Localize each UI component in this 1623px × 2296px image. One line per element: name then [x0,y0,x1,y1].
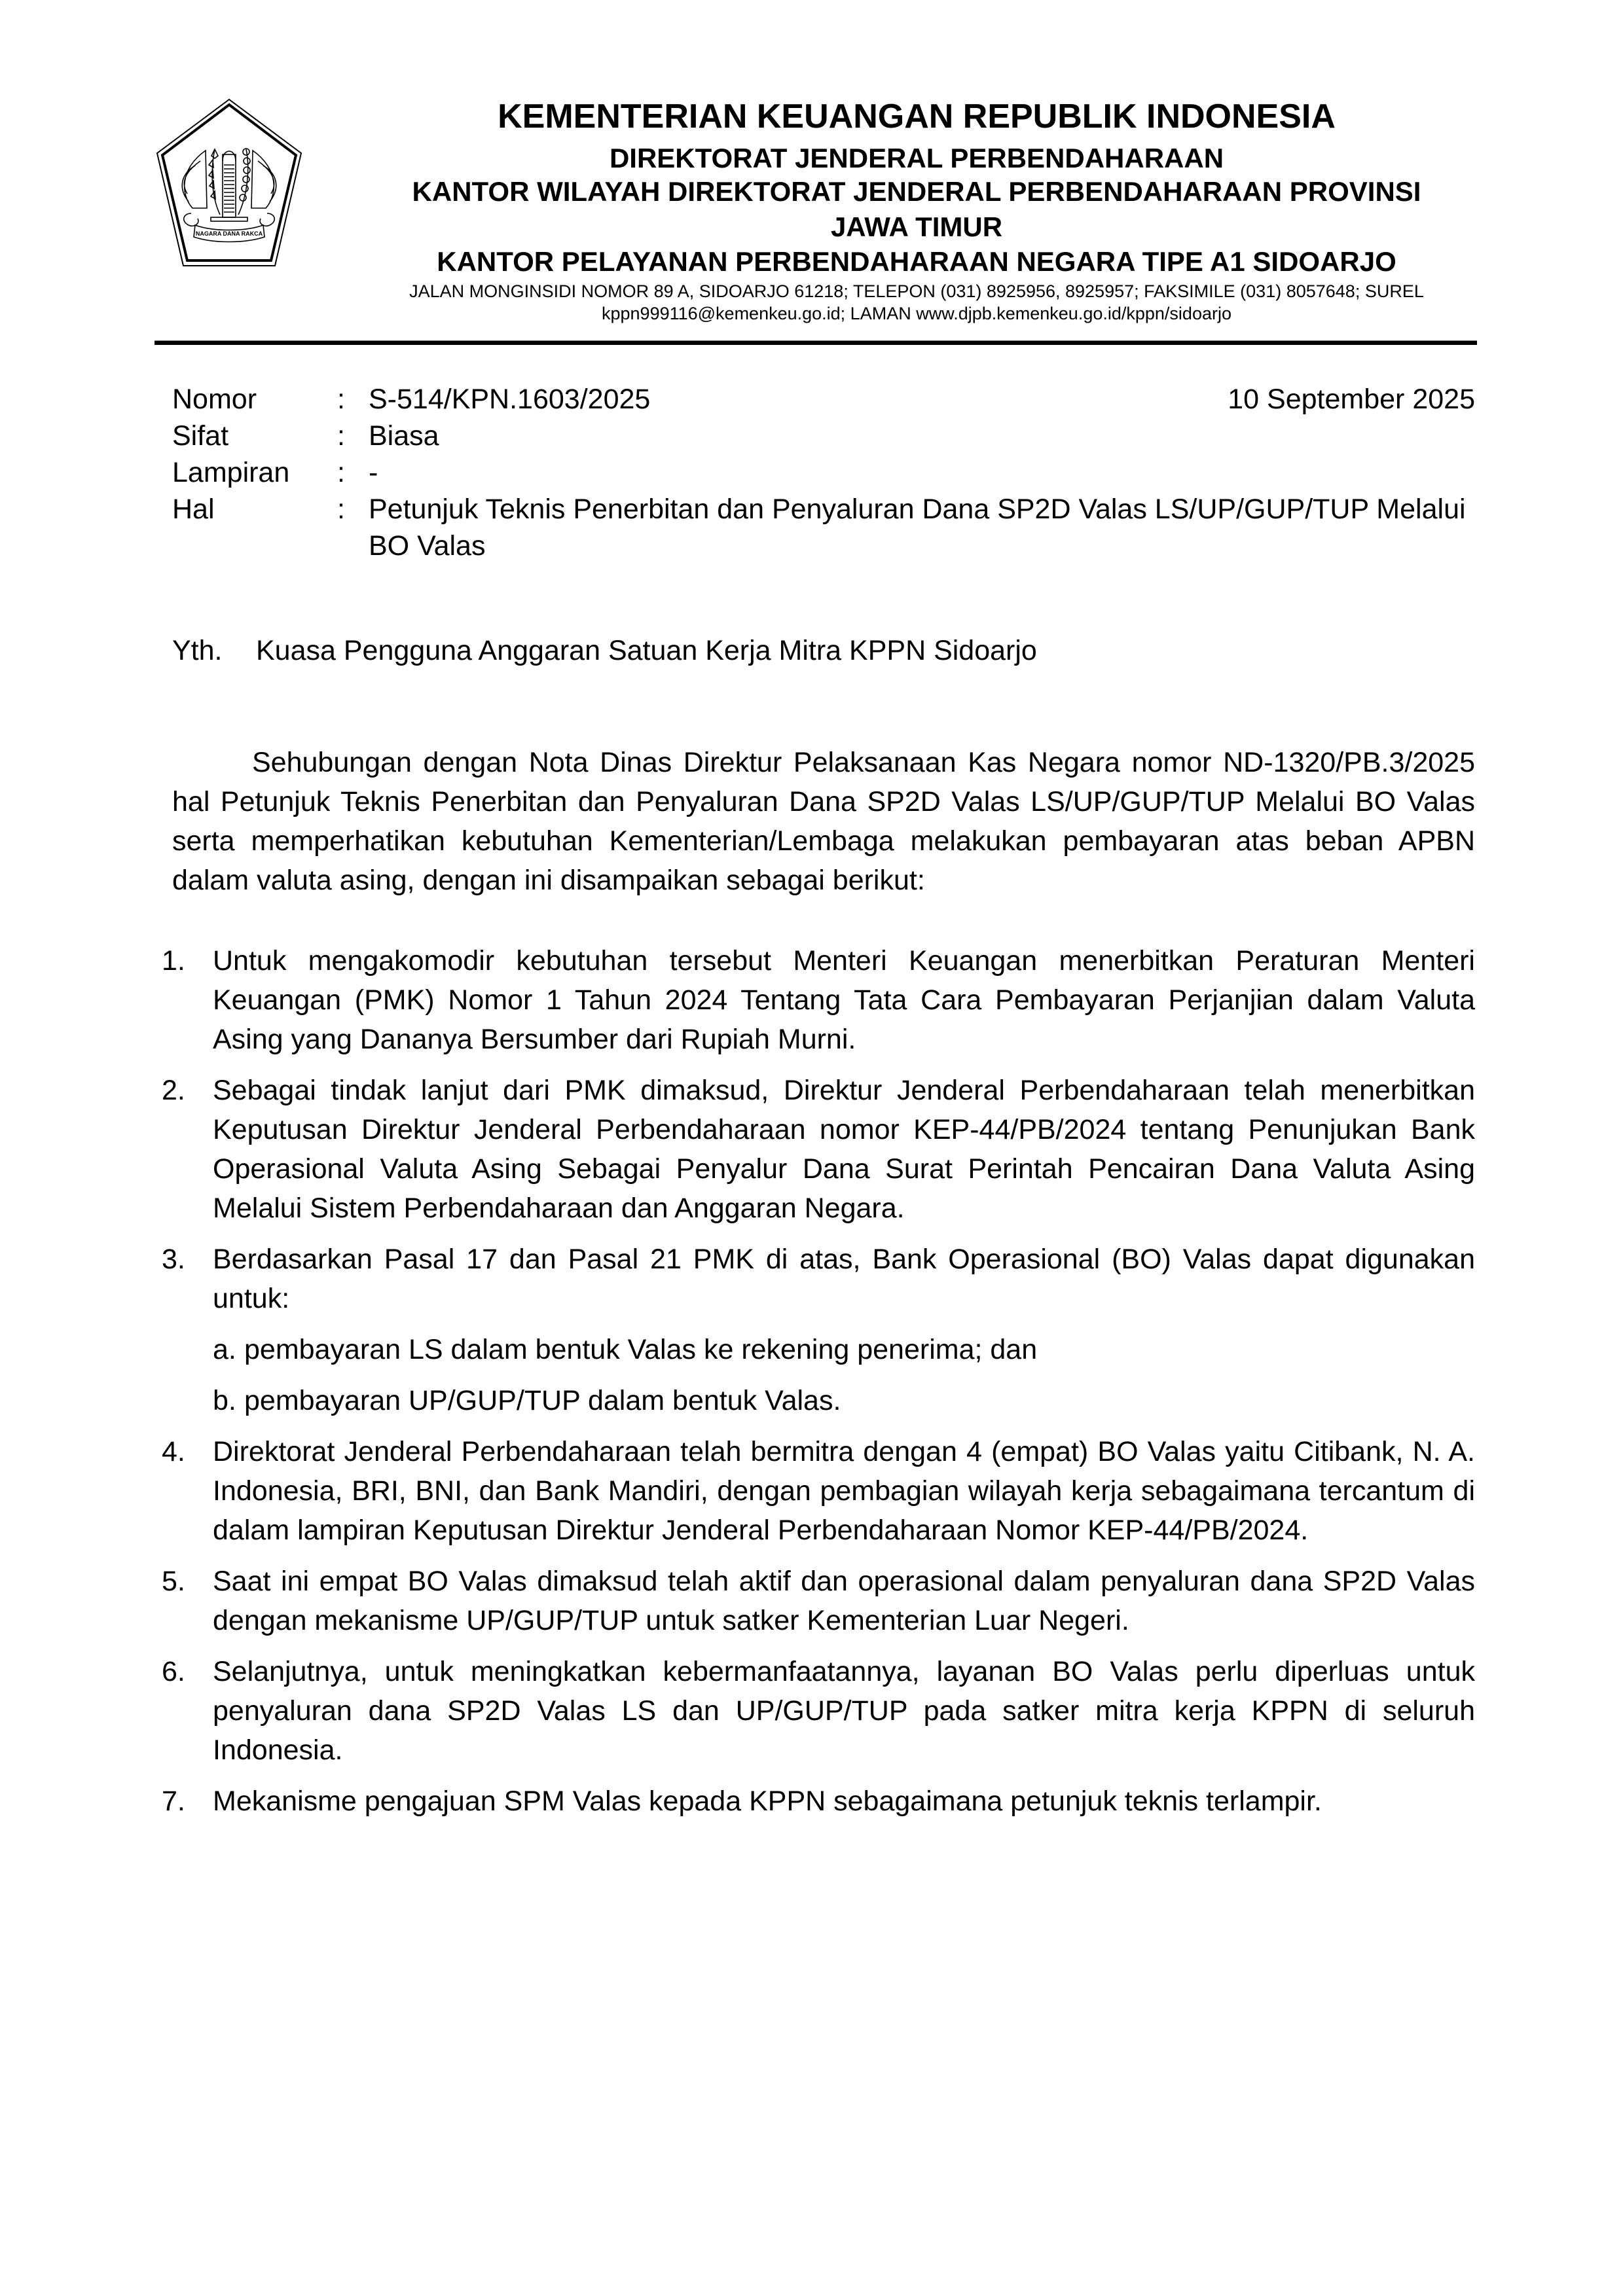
meta-colon: : [337,457,345,488]
list-number: 5. [162,1566,185,1597]
letter-number: S-514/KPN.1603/2025 [369,384,651,415]
list-item [162,1071,1475,1228]
meta-colon: : [337,384,345,415]
letterhead-ministry: KEMENTERIAN KEUANGAN REPUBLIK INDONESIA [498,98,1336,135]
meta-row-nomor [172,381,1475,418]
addressee-name: Kuasa Pengguna Anggaran Satuan Kerja Mitra KPPN Sidoarjo [256,635,1037,666]
meta-label: Lampiran [172,457,290,488]
list-item [162,1782,1475,1821]
letterhead-divider [155,340,1477,345]
list-text: Saat ini empat BO Valas dimaksud telah aktif dan operasional dalam penyaluran dana SP2D Valas dengan mekanisme UP/GUP/TUP untuk satker Kementerian Luar Negeri. [213,1566,1475,1636]
logo-motto: NAGARA DANA RAKCA [195,230,263,237]
sub-list-letter: b. [213,1385,236,1416]
list-text: Mekanisme pengajuan SPM Valas kepada KPPN sebagaimana petunjuk teknis terlampir. [213,1785,1322,1817]
list-item [162,1240,1475,1420]
meta-label: Hal [172,493,215,525]
list-number: 3. [162,1244,185,1275]
list-item [162,941,1475,1059]
list-text: Sebagai tindak lanjut dari PMK dimaksud, Direktur Jenderal Perbendaharaan telah menerbitkan Keputusan Direktur Jenderal Perbendaharaan nomor KEP-44/PB/2024 tentang Penunjukan Bank Operasional Valuta Asing Sebagai Penyalur Dana Surat Perintah Pencairan Dana Valuta Asing Melalui Sistem Perbendaharaan dan Anggaran Negara. [213,1075,1475,1224]
list-item [162,1652,1475,1770]
meta-colon: : [337,420,345,452]
intro-paragraph: Sehubungan dengan Nota Dinas Direktur Pelaksanaan Kas Negara nomor ND-1320/PB.3/2025 hal Petunjuk Teknis Penerbitan dan Penyaluran Dana SP2D Valas LS/UP/GUP/TUP Melalui BO Valas serta memperhatikan kebutuhan Kementerian/Lembaga melakukan pembayaran atas beban APBN dalam valuta asing, dengan ini disampaikan sebagai berikut: [172,747,1475,896]
list-text: Direktorat Jenderal Perbendaharaan telah bermitra dengan 4 (empat) BO Valas yaitu Citibank, N. A. Indonesia, BRI, BNI, dan Bank Mandiri, dengan pembagian wilayah kerja sebagaimana tercantum di dalam lampiran Keputusan Direktur Jenderal Perbendaharaan Nomor KEP-44/PB/2024. [213,1436,1475,1546]
list-text: Untuk mengakomodir kebutuhan tersebut Menteri Keuangan menerbitkan Peraturan Menteri Keuangan (PMK) Nomor 1 Tahun 2024 Tentang Tata Cara Pembayaran Perjanjian dalam Valuta Asing yang Dananya Bersumber dari Rupiah Murni. [213,945,1475,1055]
list-number: 6. [162,1656,185,1687]
letterhead-contact: kppn999116@kemenkeu.go.id; LAMAN www.djpb.kemenkeu.go.id/kppn/sidoarjo [602,304,1231,323]
meta-label: Sifat [172,420,229,452]
letterhead-address: JALAN MONGINSIDI NOMOR 89 A, SIDOARJO 61218; TELEPON (031) 8925956, 8925957; FAKSIMILE (031) 8057648; SUREL [409,281,1424,301]
list-number: 2. [162,1075,185,1106]
letter-subject: Petunjuk Teknis Penerbitan dan Penyaluran Dana SP2D Valas LS/UP/GUP/TUP Melalui BO Valas [369,493,1466,562]
letterhead-province: JAWA TIMUR [830,211,1003,242]
sub-list-text: pembayaran LS dalam bentuk Valas ke rekening penerima; dan [244,1334,1038,1365]
letterhead-directorate: DIREKTORAT JENDERAL PERBENDAHARAAN [609,143,1224,173]
numbered-list [162,941,1475,1833]
meta-label: Nomor [172,384,257,415]
list-number: 4. [162,1436,185,1467]
sub-list-item [213,1381,1475,1420]
sub-list-text: pembayaran UP/GUP/TUP dalam bentuk Valas. [244,1385,841,1416]
list-number: 7. [162,1785,185,1817]
list-text: Selanjutnya, untuk meningkatkan kebermanfaatannya, layanan BO Valas perlu diperluas untuk penyaluran dana SP2D Valas LS dan UP/GUP/TUP pada satker mitra kerja KPPN di seluruh Indonesia. [213,1656,1475,1766]
list-text: Berdasarkan Pasal 17 dan Pasal 21 PMK di atas, Bank Operasional (BO) Valas dapat digunakan untuk: [213,1244,1475,1314]
letter-date: 10 September 2025 [1228,384,1475,415]
letterhead-regional-office: KANTOR WILAYAH DIREKTORAT JENDERAL PERBENDAHARAAN PROVINSI [412,176,1421,207]
addressee-label: Yth. [172,635,223,666]
list-number: 1. [162,945,185,977]
sub-list-item [213,1330,1475,1369]
addressee [172,632,1037,669]
kemenkeu-logo-icon [155,97,304,270]
list-item [162,1432,1475,1550]
letterhead-office: KANTOR PELAYANAN PERBENDAHARAAN NEGARA TIPE A1 SIDOARJO [437,246,1396,277]
sub-list-letter: a. [213,1334,236,1365]
meta-row-hal [172,491,1475,562]
letter-nature: Biasa [369,420,439,452]
meta-colon: : [337,493,345,525]
letter-attachment: - [369,457,378,488]
list-item [162,1562,1475,1640]
